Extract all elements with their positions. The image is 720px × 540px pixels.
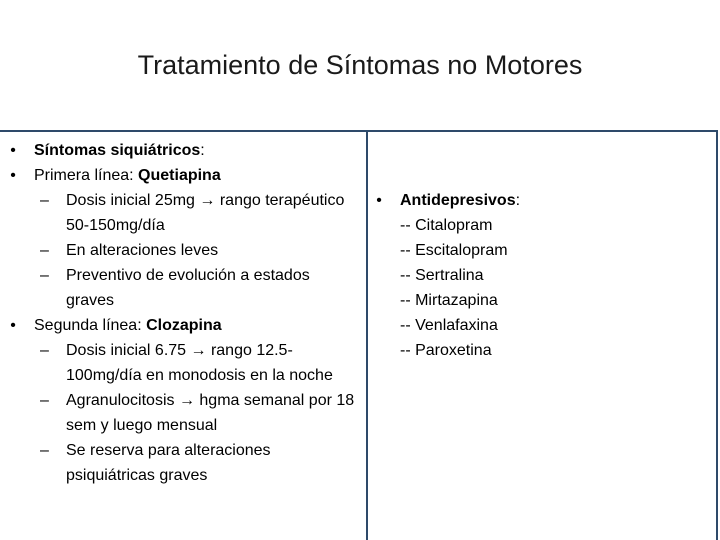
dash-icon: – <box>40 442 49 459</box>
column-divider <box>366 132 368 540</box>
dash-icon: – <box>40 242 49 259</box>
dash-icon: – <box>40 342 49 359</box>
list-item: -- Mirtazapina <box>400 292 498 309</box>
bullet-segunda-linea: • Segunda línea: Clozapina <box>6 313 361 338</box>
bullet-icon: • <box>10 142 16 159</box>
sub-item: – Dosis inicial 25mg → rango terapéutico 50-150mg/día <box>6 188 361 238</box>
dash-icon: – <box>40 192 49 209</box>
left-column <box>6 138 361 488</box>
list-item: -- Escitalopram <box>400 242 508 259</box>
arrow-right-icon: → <box>190 342 207 359</box>
list-item: -- Citalopram <box>400 217 493 234</box>
list-item: -- Venlafaxina <box>400 317 498 334</box>
bullet-sintomas: • Síntomas siquiátricos: <box>6 138 361 163</box>
sintomas-label: Síntomas siquiátricos <box>34 142 201 159</box>
sub-item: – En alteraciones leves <box>6 238 361 263</box>
bullet-icon: • <box>376 192 382 209</box>
sub-item: – Se reserva para alteraciones psiquiátricas graves <box>6 438 361 488</box>
sub-item: – Preventivo de evolución a estados graves <box>6 263 361 313</box>
right-column <box>372 188 702 363</box>
bullet-icon: • <box>10 167 16 184</box>
list-item: -- Sertralina <box>400 267 484 284</box>
antidepresivos-label: Antidepresivos <box>400 192 516 209</box>
list-item: -- Paroxetina <box>400 342 492 359</box>
bullet-icon: • <box>10 317 16 334</box>
sub-item: – Dosis inicial 6.75 → rango 12.5-100mg/día en monodosis en la noche <box>6 338 361 388</box>
dash-icon: – <box>40 392 49 409</box>
bullet-antidepresivos: • Antidepresivos: <box>372 188 702 213</box>
bullet-primera-linea: • Primera línea: Quetiapina <box>6 163 361 188</box>
arrow-right-icon: → <box>199 192 216 209</box>
quetiapina-label: Quetiapina <box>138 167 221 184</box>
arrow-right-icon: → <box>178 392 195 409</box>
dash-icon: – <box>40 267 49 284</box>
clozapina-label: Clozapina <box>146 317 222 334</box>
sub-item: – Agranulocitosis → hgma semanal por 18 sem y luego mensual <box>6 388 361 438</box>
slide-title: Tratamiento de Síntomas no Motores <box>137 50 583 80</box>
